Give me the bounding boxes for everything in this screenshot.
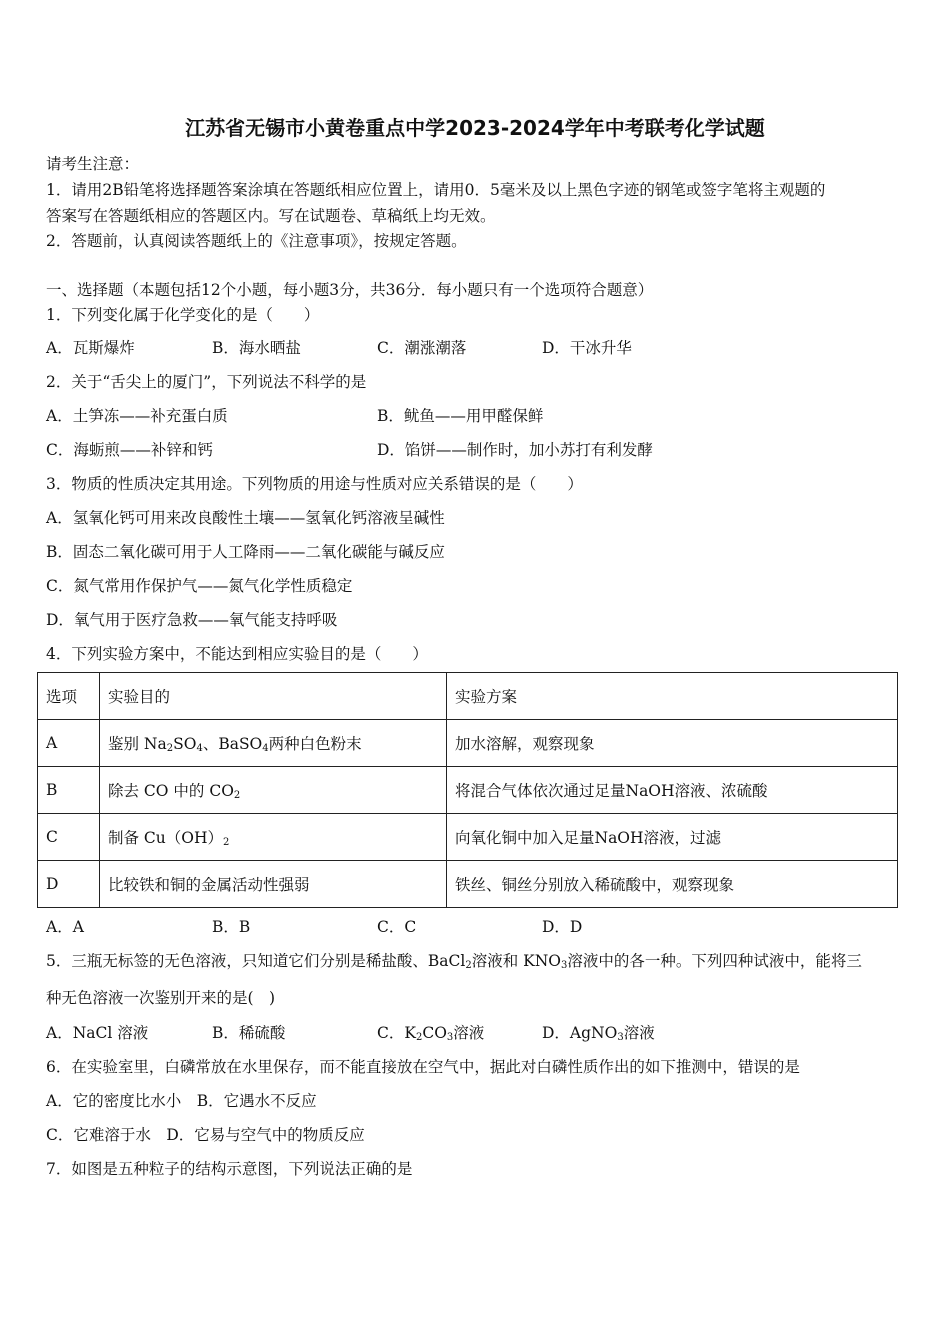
notice-item-1-line-2: 答案写在答题纸相应的答题区内。写在试题卷、草稿纸上均无效。 [46,207,496,225]
question-4-stem: 4．下列实验方案中，不能达到相应实验目的是（ ） [46,645,428,663]
table-cell-purpose: 除去 CO 中的 $CO_2$ [100,767,447,814]
page-title: 江苏省无锡市小黄卷重点中学2023-2024学年中考联考化学试题 [185,116,765,140]
table-cell-purpose: 比较铁和铜的金属活动性强弱 [100,861,447,908]
table-row [38,861,898,908]
question-4-option-a: A．A [46,918,84,936]
notice-heading: 请考生注意： [46,155,140,173]
question-7-stem: 7．如图是五种粒子的结构示意图，下列说法正确的是 [46,1160,413,1178]
question-3-option-c: C．氮气常用作保护气——氮气化学性质稳定 [46,577,353,595]
question-4-option-d: D．D [542,918,583,936]
section-heading: 一、选择题（本题包括12个小题，每小题3分，共36分．每小题只有一个选项符合题意） [46,281,654,299]
table-header-row [38,673,898,720]
table-header-purpose: 实验目的 [100,673,447,720]
notice-item-1-line-1: 1．请用2B铅笔将选择题答案涂填在答题纸相应位置上，请用0．5毫米及以上黑色字迹的钢笔或签字笔将主观题的 [46,181,826,199]
table-cell-plan: 将混合气体依次通过足量NaOH溶液、浓硫酸 [447,767,898,814]
question-5-option-c: C．$K_2CO_3$溶液 [377,1024,485,1043]
question-2-option-c: C．海蛎煎——补锌和钙 [46,441,213,459]
question-1-option-b: B．海水晒盐 [212,339,301,357]
question-5-option-d: D．AgNO$_3$溶液 [542,1024,655,1043]
table-cell-plan: 加水溶解，观察现象 [447,720,898,767]
table-cell-purpose: 制备 $Cu(OH)_2$ [100,814,447,861]
question-3-option-a: A．氢氧化钙可用来改良酸性土壤——氢氧化钙溶液呈碱性 [46,509,445,527]
question-1-option-a: A．瓦斯爆炸 [46,339,135,357]
question-1-option-d: D．干冰升华 [542,339,632,357]
question-2-option-a: A．土笋冻——补充蛋白质 [46,407,228,425]
question-1-stem: 1．下列变化属于化学变化的是（ ） [46,306,320,324]
question-5-option-a: A．NaCl 溶液 [46,1024,149,1042]
table-header-option: 选项 [38,673,100,720]
table-header-plan: 实验方案 [447,673,898,720]
table-cell-option: A [38,720,100,767]
question-3-option-d: D．氧气用于医疗急救——氧气能支持呼吸 [46,611,338,629]
question-2-option-d: D．馅饼——制作时，加小苏打有利发酵 [377,441,653,459]
table-cell-option: B [38,767,100,814]
table-cell-plan: 铁丝、铜丝分别放入稀硫酸中，观察现象 [447,861,898,908]
table-cell-purpose: 鉴别 $Na_2SO_4$、BaSO$_4$两种白色粉末 [100,720,447,767]
question-2-stem: 2．关于“舌尖上的厦门”，下列说法不科学的是 [46,373,367,391]
table-cell-option: D [38,861,100,908]
experiment-table [37,672,898,908]
question-6-options-cd: C．它难溶于水 D．它易与空气中的物质反应 [46,1126,365,1144]
table-row [38,720,898,767]
notice-item-2: 2．答题前，认真阅读答题纸上的《注意事项》，按规定答题。 [46,232,467,250]
question-3-stem: 3．物质的性质决定其用途。下列物质的用途与性质对应关系错误的是（ ） [46,475,583,493]
question-1-option-c: C．潮涨潮落 [377,339,467,357]
question-5-stem-line-2: 种无色溶液一次鉴别开来的是( ) [46,989,276,1007]
question-5-option-b: B．稀硫酸 [212,1024,286,1042]
question-3-option-b: B．固态二氧化碳可用于人工降雨——二氧化碳能与碱反应 [46,543,445,561]
question-4-option-c: C．C [377,918,417,936]
question-5-stem-line-1: 5．三瓶无标签的无色溶液，只知道它们分别是稀盐酸、BaCl$_2$溶液和 $KNO_3$溶液中的各一种。下列四种试液中，能将三 [46,952,862,971]
question-6-stem: 6．在实验室里，白磷常放在水里保存，而不能直接放在空气中，据此对白磷性质作出的如下推测中，错误的是 [46,1058,800,1076]
question-6-options-ab: A．它的密度比水小 B．它遇水不反应 [46,1092,317,1110]
question-4-option-b: B．B [212,918,251,936]
table-cell-plan: 向氧化铜中加入足量NaOH溶液，过滤 [447,814,898,861]
question-2-option-b: B．鱿鱼——用甲醛保鲜 [377,407,544,425]
table-cell-option: C [38,814,100,861]
table-row [38,767,898,814]
table-row [38,814,898,861]
